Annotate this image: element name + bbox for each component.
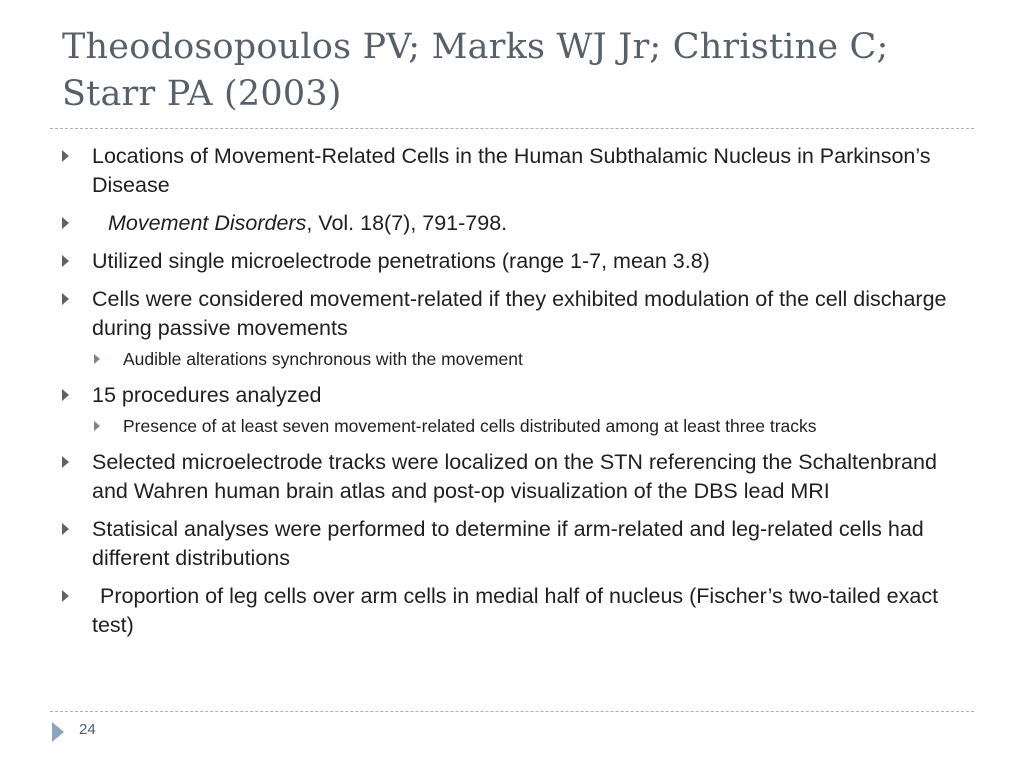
triangle-bullet-icon [62, 217, 69, 229]
bullet-text: 15 procedures analyzed [92, 383, 322, 407]
page-number: 24 [79, 721, 96, 738]
triangle-bullet-icon [62, 255, 69, 267]
bullet-item [62, 247, 962, 276]
sub-bullet-item [62, 348, 962, 371]
bullet-list [62, 142, 962, 649]
journal-name: Movement Disorders [108, 211, 307, 235]
sub-bullet-text: Audible alterations synchronous with the movement [123, 349, 523, 369]
bullet-text: Cells were considered movement-related if they exhibited modulation of the cell discharge during passive movements [92, 287, 947, 340]
bullet-item [62, 582, 962, 640]
bullet-item [62, 285, 962, 343]
triangle-bullet-icon [62, 456, 69, 468]
sub-bullet-item [62, 415, 962, 438]
bullet-text: Selected microelectrode tracks were localized on the STN referencing the Schaltenbrand and Wahren human brain atlas and post-op visualization of the DBS lead MRI [92, 450, 937, 503]
sub-bullet-text: Presence of at least seven movement-related cells distributed among at least three tracks [123, 416, 817, 436]
bullet-item [62, 142, 962, 200]
footer-arrow-icon [52, 722, 64, 742]
slide-title: Theodosopoulos PV; Marks WJ Jr; Christine C; Starr PA (2003) [62, 27, 889, 114]
bullet-text: Locations of Movement-Related Cells in the Human Subthalamic Nucleus in Parkinson’s Disease [92, 144, 931, 197]
triangle-sub-bullet-icon [94, 421, 100, 431]
bullet-text: Statisical analyses were performed to determine if arm-related and leg-related cells had different distributions [92, 517, 924, 570]
footer-divider [50, 711, 974, 712]
triangle-bullet-icon [62, 389, 69, 401]
citation-text: , Vol. 18(7), 791-798. [306, 211, 508, 235]
triangle-bullet-icon [62, 590, 69, 602]
bullet-text: Utilized single microelectrode penetrations (range 1-7, mean 3.8) [92, 249, 710, 273]
bullet-item [62, 381, 962, 410]
bullet-item [62, 515, 962, 573]
triangle-bullet-icon [62, 293, 69, 305]
bullet-text: Proportion of leg cells over arm cells in medial half of nucleus (Fischer’s two-tailed exact test) [92, 584, 939, 637]
triangle-bullet-icon [62, 150, 69, 162]
triangle-bullet-icon [62, 523, 69, 535]
title-divider [50, 128, 974, 129]
triangle-sub-bullet-icon [94, 354, 100, 364]
bullet-item-citation [62, 209, 962, 238]
bullet-item [62, 448, 962, 506]
